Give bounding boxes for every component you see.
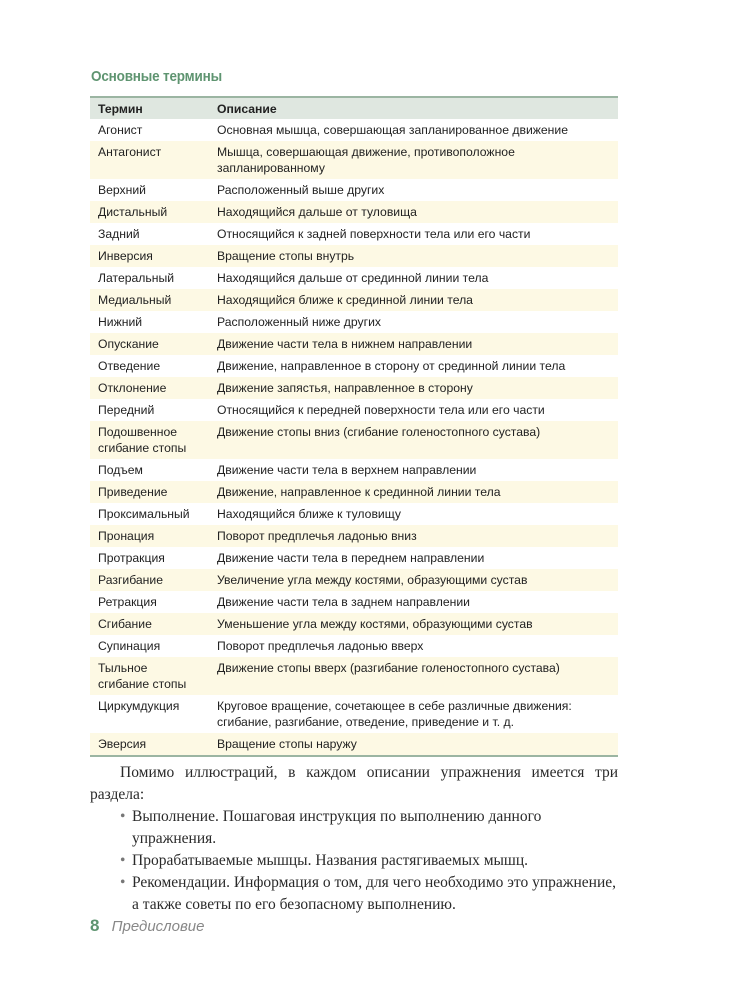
table-row [90, 245, 618, 267]
cell-term: Тыльное сгибание стопы [98, 661, 187, 691]
cell-term: Разгибание [98, 573, 164, 587]
cell-description: Относящийся к задней поверхности тела или его части [217, 227, 531, 241]
table-row [90, 657, 618, 695]
cell-description: Находящийся ближе к туловищу [217, 507, 401, 521]
list-item-text: Рекомендации. Информация о том, для чего необходимо это упражнение, а также советы по его безопасному выполнению. [132, 874, 617, 913]
cell-description: Движение, направленное к срединной линии тела [217, 485, 501, 499]
cell-term: Задний [98, 227, 140, 241]
cell-term: Ретракция [98, 595, 157, 609]
section-title: Основные термины [91, 68, 222, 85]
cell-description: Движение части тела в верхнем направлении [217, 463, 477, 477]
cell-term: Антагонист [98, 145, 162, 159]
table-header-row [90, 97, 618, 119]
list-item-text: Прорабатываемые мышцы. Названия растягиваемых мышц. [132, 852, 529, 869]
cell-description: Уменьшение угла между костями, образующими сустав [217, 617, 533, 631]
list-item [120, 872, 618, 916]
cell-description: Поворот предплечья ладонью вверх [217, 639, 424, 653]
cell-term: Подошвенное сгибание стопы [98, 425, 187, 455]
cell-term: Инверсия [98, 249, 153, 263]
cell-description: Основная мышца, совершающая запланированное движение [217, 123, 568, 137]
cell-term: Отведение [98, 359, 161, 373]
table-row [90, 733, 618, 756]
table-row [90, 311, 618, 333]
terms-table [90, 96, 618, 757]
table-row [90, 525, 618, 547]
table-row [90, 333, 618, 355]
bullet-icon: • [120, 874, 126, 891]
table-row [90, 569, 618, 591]
table-row [90, 399, 618, 421]
cell-term: Отклонение [98, 381, 167, 395]
cell-term: Верхний [98, 183, 146, 197]
cell-description: Находящийся дальше от туловища [217, 205, 417, 219]
table-row [90, 613, 618, 635]
cell-term: Супинация [98, 639, 161, 653]
table-row [90, 377, 618, 399]
table-row [90, 267, 618, 289]
cell-term: Агонист [98, 123, 143, 137]
body-text [90, 762, 618, 916]
list-item-text: Выполнение. Пошаговая инструкция по выполнению данного упражнения. [132, 808, 542, 847]
cell-description: Находящийся ближе к срединной линии тела [217, 293, 473, 307]
cell-description: Поворот предплечья ладонью вниз [217, 529, 417, 543]
cell-term: Пронация [98, 529, 155, 543]
cell-term: Латеральный [98, 271, 175, 285]
cell-term: Сгибание [98, 617, 152, 631]
list-item [120, 850, 618, 872]
cell-description: Движение части тела в переднем направлении [217, 551, 485, 565]
cell-term: Эверсия [98, 737, 147, 751]
cell-description: Находящийся дальше от срединной линии тела [217, 271, 489, 285]
cell-description: Вращение стопы наружу [217, 737, 357, 751]
column-header-term: Термин [98, 101, 143, 116]
cell-description: Движение части тела в нижнем направлении [217, 337, 473, 351]
sections-list [90, 806, 618, 916]
table-row [90, 459, 618, 481]
cell-description: Круговое вращение, сочетающее в себе различные движения: сгибание, разгибание, отведение, приведение и т. д. [217, 699, 572, 729]
cell-description: Вращение стопы внутрь [217, 249, 355, 263]
table-row [90, 421, 618, 459]
cell-term: Опускание [98, 337, 159, 351]
cell-term: Нижний [98, 315, 143, 329]
page-footer [90, 916, 204, 936]
cell-description: Движение запястья, направленное в сторону [217, 381, 473, 395]
page-number: 8 [90, 916, 100, 935]
running-section-title: Предисловие [111, 918, 205, 935]
cell-term: Подъем [98, 463, 143, 477]
cell-term: Приведение [98, 485, 168, 499]
cell-term: Медиальный [98, 293, 172, 307]
cell-term: Циркумдукция [98, 699, 180, 713]
table-row [90, 591, 618, 613]
cell-description: Расположенный ниже других [217, 315, 381, 329]
table-row [90, 547, 618, 569]
list-item [120, 806, 618, 850]
cell-description: Мышца, совершающая движение, противоположное запланированному [217, 145, 515, 175]
table-row [90, 635, 618, 657]
intro-paragraph: Помимо иллюстраций, в каждом описании упражнения имеется три раздела: [90, 764, 618, 803]
column-header-description: Описание [217, 101, 277, 116]
cell-term: Дистальный [98, 205, 168, 219]
cell-term: Проксимальный [98, 507, 190, 521]
cell-description: Увеличение угла между костями, образующими сустав [217, 573, 528, 587]
cell-term: Протракция [98, 551, 165, 565]
table-row [90, 355, 618, 377]
cell-term: Передний [98, 403, 155, 417]
cell-description: Движение, направленное в сторону от срединной линии тела [217, 359, 566, 373]
bullet-icon: • [120, 852, 126, 869]
table-row [90, 695, 618, 733]
table-row [90, 289, 618, 311]
table-row [90, 503, 618, 525]
cell-description: Движение стопы вверх (разгибание голеностопного сустава) [217, 661, 560, 675]
table-row [90, 141, 618, 179]
cell-description: Относящийся к передней поверхности тела или его части [217, 403, 545, 417]
table-row [90, 223, 618, 245]
table-row [90, 481, 618, 503]
cell-description: Движение части тела в заднем направлении [217, 595, 470, 609]
table-row [90, 179, 618, 201]
bullet-icon: • [120, 808, 126, 825]
table-row [90, 119, 618, 141]
cell-description: Расположенный выше других [217, 183, 385, 197]
table-row [90, 201, 618, 223]
cell-description: Движение стопы вниз (сгибание голеностопного сустава) [217, 425, 541, 439]
